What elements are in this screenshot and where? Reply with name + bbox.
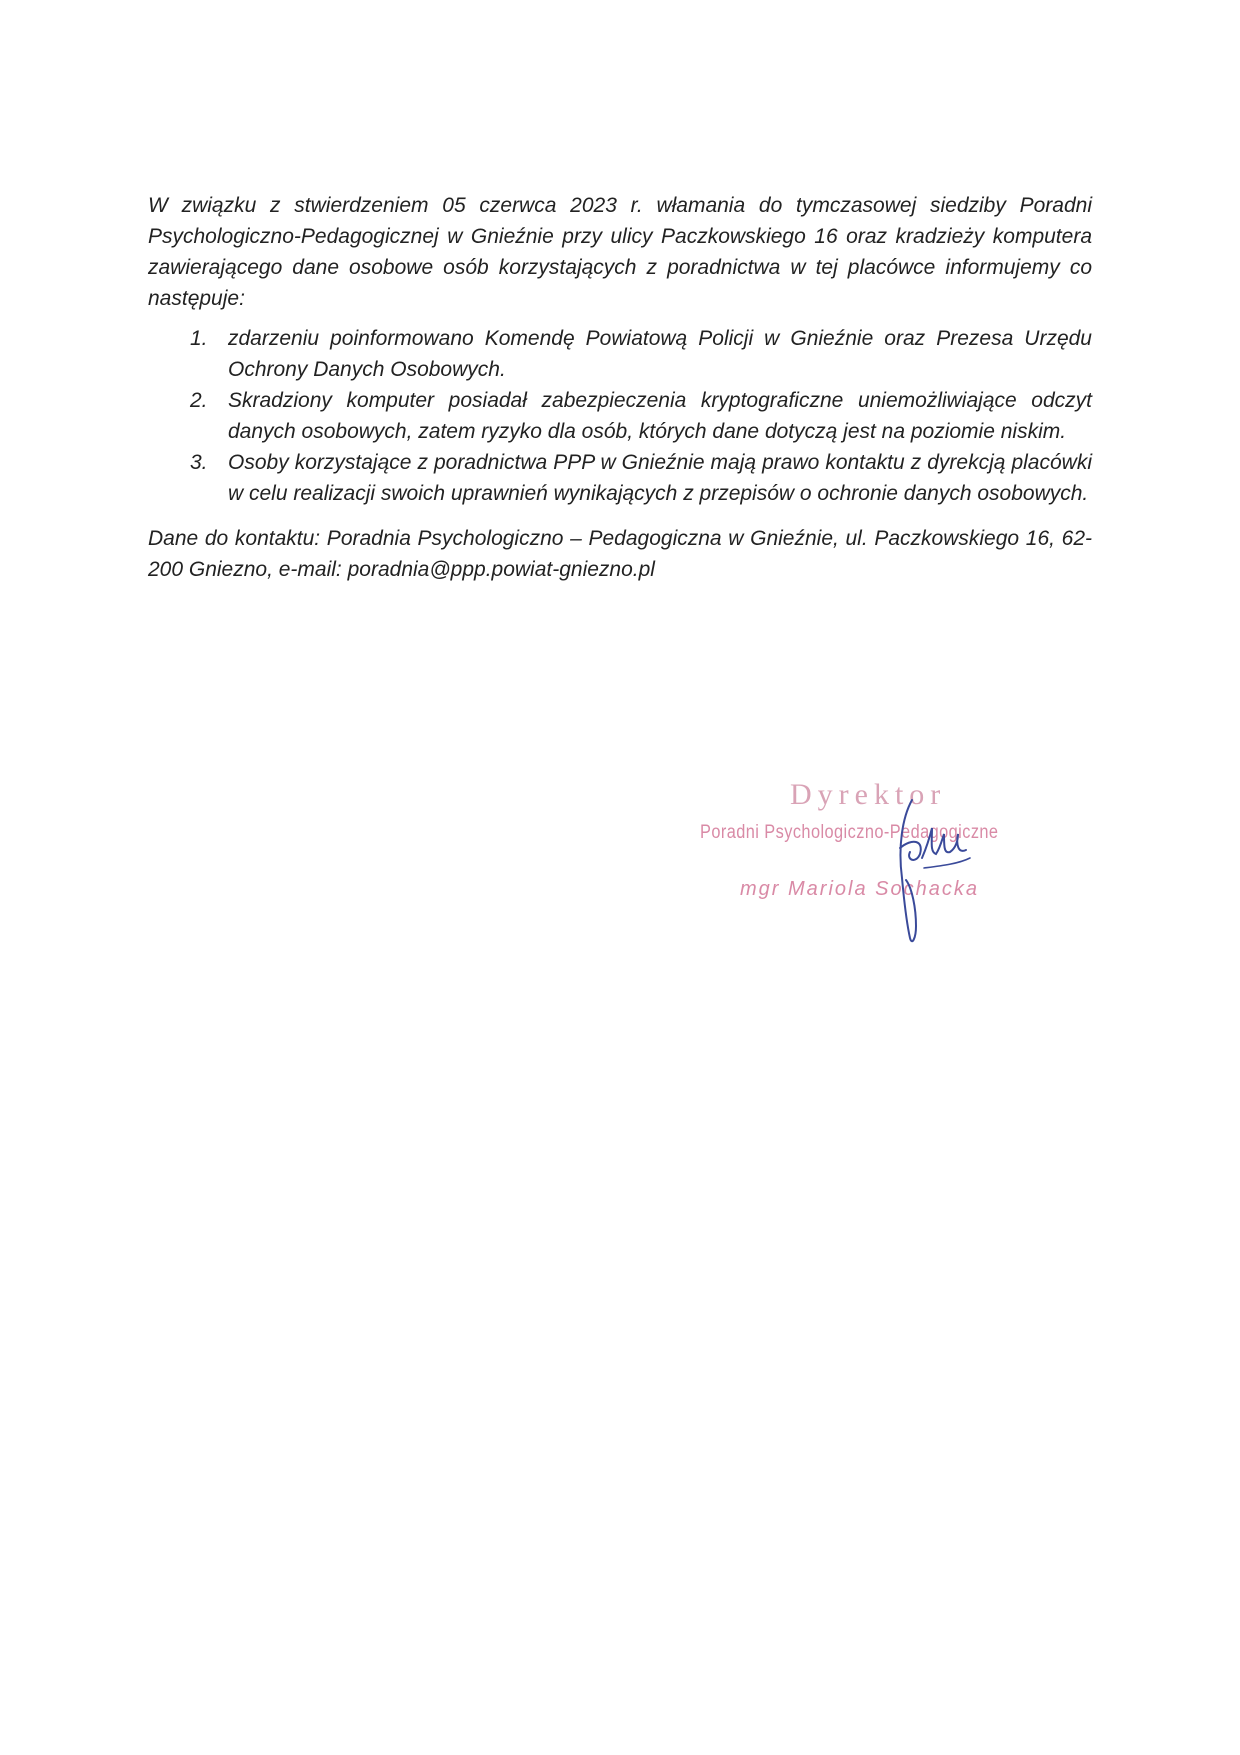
list-item-text: zdarzeniu poinformowano Komendę Powiatową Policji w Gnieźnie oraz Prezesa Urzędu Ochrony Danych Osobowych. xyxy=(228,327,1092,381)
stamp-organization: Poradni Psychologiczno-Pedagogiczne xyxy=(700,822,999,843)
director-stamp xyxy=(700,778,1040,948)
list-item xyxy=(148,447,1092,509)
numbered-list xyxy=(148,323,1092,509)
list-item-number: 3. xyxy=(190,451,208,474)
list-item xyxy=(148,323,1092,385)
stamp-title: Dyrektor xyxy=(790,778,947,811)
list-item-number: 2. xyxy=(190,389,208,412)
contact-paragraph: Dane do kontaktu: Poradnia Psychologiczno – Pedagogiczna w Gnieźnie, ul. Paczkowskiego 16, 62-200 Gniezno, e-mail: poradnia@ppp.powiat-gniezno.pl xyxy=(148,527,1092,581)
list-item-text: Skradziony komputer posiadał zabezpieczenia kryptograficzne uniemożliwiające odczyt danych osobowych, zatem ryzyko dla osób, których dane dotyczą jest na poziomie niskim. xyxy=(228,389,1092,443)
list-item xyxy=(148,385,1092,447)
list-item-number: 1. xyxy=(190,327,208,350)
intro-paragraph: W związku z stwierdzeniem 05 czerwca 2023 r. włamania do tymczasowej siedziby Poradni Psychologiczno-Pedagogicznej w Gnieźnie przy ulicy Paczkowskiego 16 oraz kradzieży komputera zawierającego dane osobowe osób korzystających z poradnictwa w tej placówce informujemy co następuje: xyxy=(148,194,1092,310)
list-item-text: Osoby korzystające z poradnictwa PPP w Gnieźnie mają prawo kontaktu z dyrekcją placówki w celu realizacji swoich uprawnień wynikających z przepisów o ochronie danych osobowych. xyxy=(228,451,1092,505)
document-body xyxy=(148,190,1092,585)
stamp-name: mgr Mariola Sochacka xyxy=(740,878,979,900)
handwritten-signature xyxy=(840,788,980,948)
